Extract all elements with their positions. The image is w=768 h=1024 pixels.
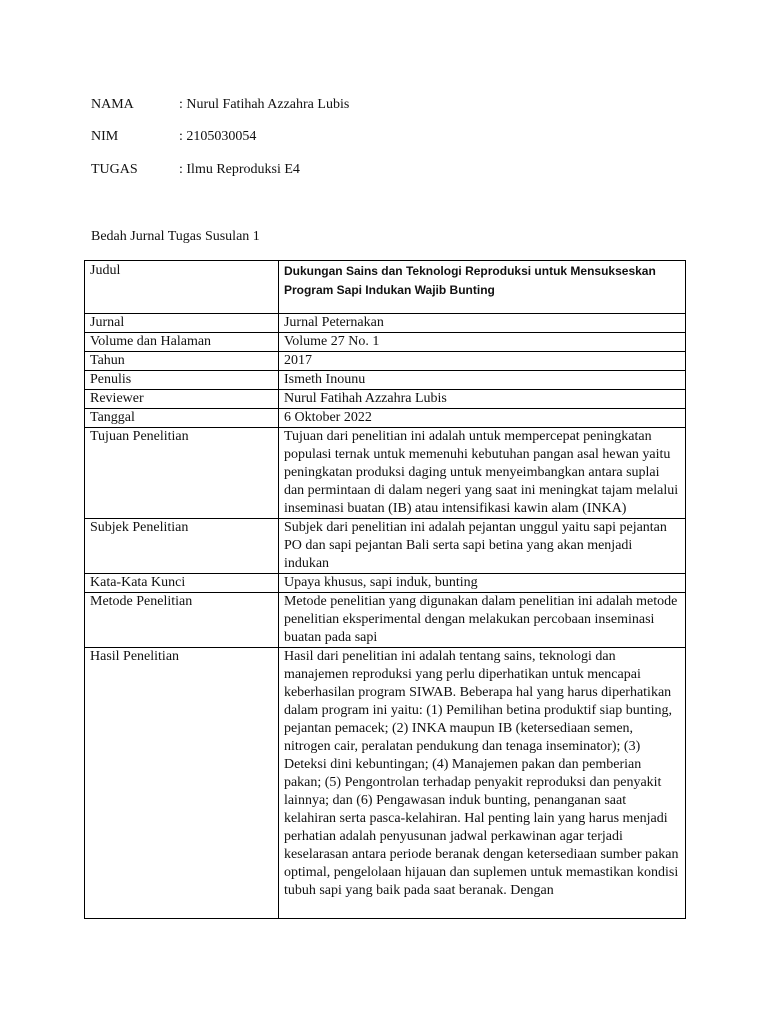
row-key-judul: Judul bbox=[85, 261, 279, 314]
nim-label: NIM bbox=[91, 129, 119, 144]
table-row bbox=[85, 390, 686, 409]
row-key-volume: Volume dan Halaman bbox=[85, 333, 279, 352]
row-key-tanggal: Tanggal bbox=[85, 409, 279, 428]
row-key-reviewer: Reviewer bbox=[85, 390, 279, 409]
nama-label: NAMA bbox=[91, 97, 134, 112]
row-value-jurnal: Jurnal Peternakan bbox=[278, 314, 685, 333]
row-value-subjek: Subjek dari penelitian ini adalah pejantan unggul yaitu sapi pejantan PO dan sapi pejantan Bali serta sapi betina yang akan menjadi indukan bbox=[278, 519, 685, 574]
table-row bbox=[85, 261, 686, 314]
journal-review-table bbox=[84, 260, 686, 919]
document-subtitle: Bedah Jurnal Tugas Susulan 1 bbox=[91, 229, 260, 244]
tugas-label: TUGAS bbox=[91, 162, 138, 177]
table-row bbox=[85, 371, 686, 390]
row-value-tujuan: Tujuan dari penelitian ini adalah untuk mempercepat peningkatan populasi ternak untuk memenuhi kebutuhan pangan asal hewan yaitu peningkatan produksi daging untuk menyeimbangkan antara suplai dan permintaan di dalam negeri yang saat ini meningkat tajam melalui inseminasi buatan (IB) atau intensifikasi kawin alam (INKA) bbox=[278, 428, 685, 519]
table-row bbox=[85, 333, 686, 352]
row-key-tahun: Tahun bbox=[85, 352, 279, 371]
tugas-value: : Ilmu Reproduksi E4 bbox=[179, 162, 300, 177]
row-value-judul: Dukungan Sains dan Teknologi Reproduksi untuk Mensukseskan Program Sapi Indukan Wajib Bunting bbox=[278, 261, 685, 314]
table-row bbox=[85, 648, 686, 919]
row-key-subjek: Subjek Penelitian bbox=[85, 519, 279, 574]
row-value-tahun: 2017 bbox=[278, 352, 685, 371]
row-key-hasil: Hasil Penelitian bbox=[85, 648, 279, 919]
row-key-kata-kunci: Kata-Kata Kunci bbox=[85, 574, 279, 593]
table-row bbox=[85, 574, 686, 593]
row-value-kata-kunci: Upaya khusus, sapi induk, bunting bbox=[278, 574, 685, 593]
row-value-metode: Metode penelitian yang digunakan dalam penelitian ini adalah metode penelitian eksperimental dengan melakukan percobaan inseminasi buatan pada sapi bbox=[278, 593, 685, 648]
nama-value: : Nurul Fatihah Azzahra Lubis bbox=[179, 97, 350, 112]
row-key-jurnal: Jurnal bbox=[85, 314, 279, 333]
table-row bbox=[85, 352, 686, 371]
table-row bbox=[85, 409, 686, 428]
row-key-metode: Metode Penelitian bbox=[85, 593, 279, 648]
table-row bbox=[85, 314, 686, 333]
row-key-tujuan: Tujuan Penelitian bbox=[85, 428, 279, 519]
row-value-reviewer: Nurul Fatihah Azzahra Lubis bbox=[278, 390, 685, 409]
row-value-tanggal: 6 Oktober 2022 bbox=[278, 409, 685, 428]
row-key-penulis: Penulis bbox=[85, 371, 279, 390]
row-value-hasil bbox=[278, 648, 685, 919]
nim-value: : 2105030054 bbox=[179, 129, 257, 144]
row-value-penulis: Ismeth Inounu bbox=[278, 371, 685, 390]
table-row bbox=[85, 593, 686, 648]
table-row bbox=[85, 519, 686, 574]
row-value-volume: Volume 27 No. 1 bbox=[278, 333, 685, 352]
table-row bbox=[85, 428, 686, 519]
hasil-text: Hasil dari penelitian ini adalah tentang sains, teknologi dan manajemen reproduksi yang perlu diperhatikan untuk mencapai keberhasilan program SIWAB. Beberapa hal yang harus diperhatikan dalam program ini yaitu: (1) Pemilihan betina produktif siap bunting, pejantan pemacek; (2) INKA maupun IB (ketersediaan semen, nitrogen cair, peralatan pendukung dan tenaga inseminator); (3) Deteksi dini kebuntingan; (4) Manajemen pakan dan pemberian pakan; (5) Pengontrolan terhadap penyakit reproduksi dan penyakit lainnya; dan (6) Pengawasan induk bunting, penanganan saat kelahiran serta pasca-kelahiran. Hal penting lain yang harus menjadi perhatian adalah penyusunan jadwal perkawinan agar terjadi keselarasan antara periode beranak dengan ketersediaan sumber pakan optimal, pengelolaan hijauan dan suplemen untuk memastikan kondisi tubuh sapi yang baik pada saat beranak. Dengan bbox=[283, 649, 679, 898]
